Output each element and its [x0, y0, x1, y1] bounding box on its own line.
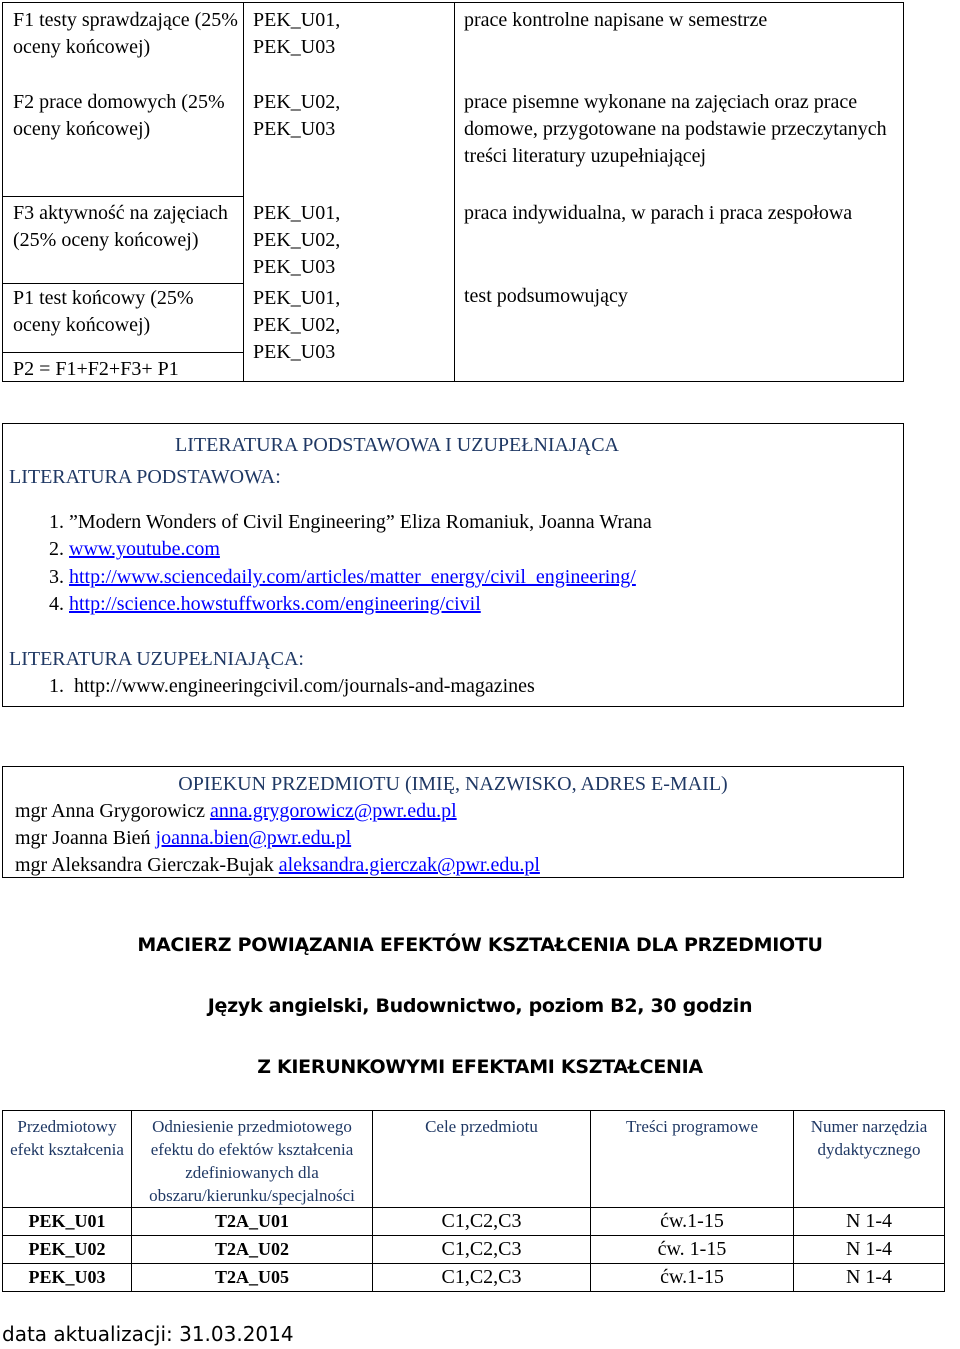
literature-box [2, 423, 904, 707]
supervisor-title: OPIEKUN PRZEDMIOTU (IMIĘ, NAZWISKO, ADRES E-MAIL) [178, 773, 728, 795]
literature-basic-item-2: 2. www.youtube.com [49, 538, 220, 560]
matrix-cell: C1,C2,C3 [373, 1208, 591, 1236]
supervisor-line-2: mgr Joanna Bień joanna.bien@pwr.edu.pl [15, 827, 352, 849]
assessment-form-p1: P1 test końcowy (25% oceny końcowej) [13, 287, 194, 336]
supervisor-email-2[interactable]: joanna.bien@pwr.edu.pl [155, 827, 352, 849]
matrix-cell: PEK_U02 [3, 1236, 132, 1264]
sciencedaily-link[interactable]: http://www.sciencedaily.com/articles/matter_energy/civil_engineering/ [69, 566, 636, 588]
matrix-cell: C1,C2,C3 [373, 1264, 591, 1292]
matrix-cell: N 1-4 [794, 1236, 945, 1264]
matrix-cell: N 1-4 [794, 1264, 945, 1292]
matrix-cell: C1,C2,C3 [373, 1236, 591, 1264]
assessment-form-column [3, 3, 244, 381]
assessment-method-f2: prace pisemne wykonane na zajęciach oraz prace domowe, przygotowane na podstawie przeczytanych treści literatury uzupełniającej [464, 91, 887, 167]
supervisor-box [2, 766, 904, 878]
matrix-header-effect: Przedmiotowy efekt kształcenia [3, 1111, 132, 1208]
literature-extra-title: LITERATURA UZUPEŁNIAJĄCA: [9, 648, 304, 670]
assessment-effects-f2: PEK_U02, PEK_U03 [253, 91, 341, 140]
matrix-cell: ćw.1-15 [591, 1208, 794, 1236]
literature-basic-title: LITERATURA PODSTAWOWA: [9, 466, 281, 488]
matrix-cell: T2A_U05 [132, 1264, 373, 1292]
howstuffworks-link[interactable]: http://science.howstuffworks.com/engineering/civil [69, 593, 481, 615]
assessment-form-f3: F3 aktywność na zajęciach (25% oceny końcowej) [13, 202, 228, 251]
matrix-header-tool: Numer narzędzia dydaktycznego [794, 1111, 945, 1208]
literature-extra-item-1: 1. http://www.engineeringcivil.com/journals-and-magazines [49, 675, 535, 697]
matrix-row [3, 1236, 945, 1264]
matrix-header-reference: Odniesienie przedmiotowego efektu do efektów kształcenia zdefiniowanych dla obszaru/kierunku/specjalności [132, 1111, 373, 1208]
assessment-method-f1: prace kontrolne napisane w semestrze [464, 9, 768, 31]
matrix-row [3, 1264, 945, 1292]
assessment-effects-column [243, 3, 455, 381]
update-date: data aktualizacji: 31.03.2014 [2, 1322, 294, 1346]
matrix-cell: T2A_U02 [132, 1236, 373, 1264]
assessment-method-f3: praca indywidualna, w parach i praca zespołowa [464, 202, 853, 224]
literature-basic-item-4: 4. http://science.howstuffworks.com/engineering/civil [49, 593, 481, 615]
youtube-link[interactable]: www.youtube.com [69, 538, 220, 560]
matrix-header-content: Treści programowe [591, 1111, 794, 1208]
literature-title: LITERATURA PODSTAWOWA I UZUPEŁNIAJĄCA [175, 434, 620, 456]
assessment-method-p1: test podsumowujący [464, 285, 628, 307]
course-heading: Język angielski, Budownictwo, poziom B2, 30 godzin [207, 995, 753, 1017]
assessment-form-f1: F1 testy sprawdzające (25% oceny końcowej) [13, 9, 238, 58]
matrix-cell: T2A_U01 [132, 1208, 373, 1236]
supervisor-email-3[interactable]: aleksandra.gierczak@pwr.edu.pl [278, 854, 540, 876]
assessment-table [2, 2, 904, 382]
assessment-effects-f3: PEK_U01, PEK_U02, PEK_U03 [253, 202, 341, 278]
literature-basic-item-3: 3. http://www.sciencedaily.com/articles/matter_energy/civil_engineering/ [49, 566, 636, 588]
matrix-cell: PEK_U03 [3, 1264, 132, 1292]
matrix-cell: ćw.1-15 [591, 1264, 794, 1292]
matrix-header-goals: Cele przedmiotu [373, 1111, 591, 1208]
matrix-cell: ćw. 1-15 [591, 1236, 794, 1264]
matrix-row [3, 1208, 945, 1236]
assessment-effects-p1: PEK_U01, PEK_U02, PEK_U03 [253, 287, 341, 363]
supervisor-email-1[interactable]: anna.grygorowicz@pwr.edu.pl [209, 800, 457, 822]
supervisor-line-1: mgr Anna Grygorowicz anna.grygorowicz@pwr.edu.pl [15, 800, 457, 822]
assessment-method-column [454, 3, 904, 381]
matrix-table [2, 1110, 945, 1292]
assessment-form-f2: F2 prace domowych (25% oceny końcowej) [13, 91, 225, 140]
supervisor-line-3: mgr Aleksandra Gierczak-Bujak aleksandra.gierczak@pwr.edu.pl [15, 854, 540, 876]
matrix-heading: MACIERZ POWIĄZANIA EFEKTÓW KSZTAŁCENIA DLA PRZEDMIOTU [137, 934, 823, 956]
assessment-form-p2: P2 = F1+F2+F3+ P1 [13, 358, 179, 380]
matrix-cell: PEK_U01 [3, 1208, 132, 1236]
literature-basic-item-1: 1. ”Modern Wonders of Civil Engineering” Eliza Romaniuk, Joanna Wrana [49, 511, 652, 533]
matrix-header-row [3, 1111, 945, 1208]
assessment-effects-f1: PEK_U01, PEK_U03 [253, 9, 341, 58]
matrix-subheading: Z KIERUNKOWYMI EFEKTAMI KSZTAŁCENIA [257, 1056, 703, 1078]
matrix-cell: N 1-4 [794, 1208, 945, 1236]
